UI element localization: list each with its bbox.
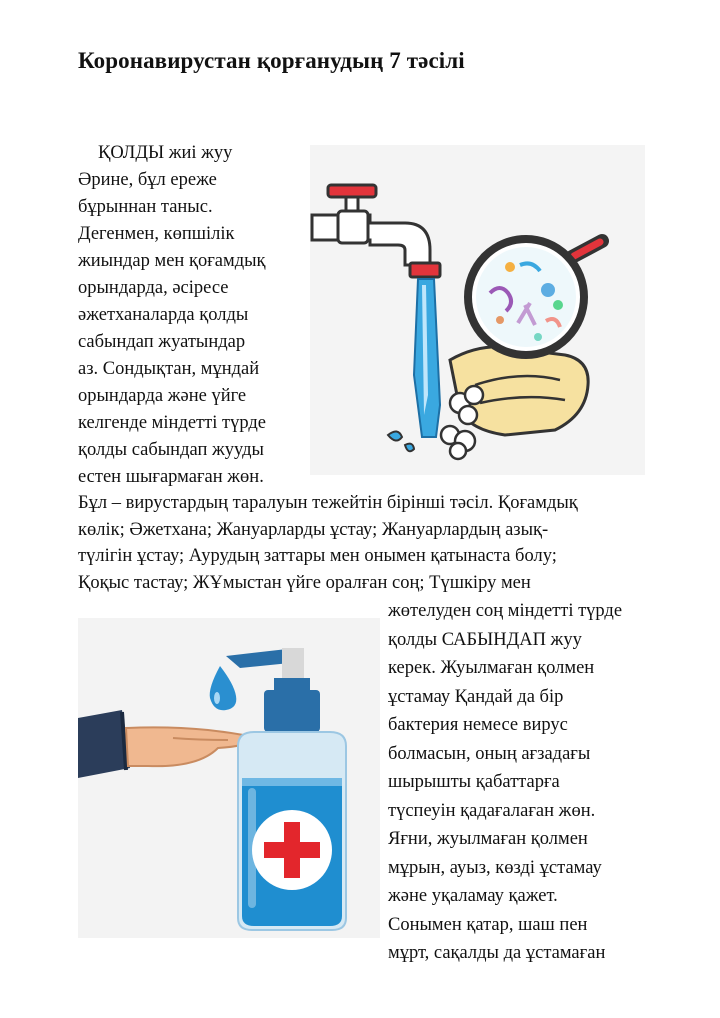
paragraph-hygiene [388,597,688,968]
text-line: қолды САБЫНДАП жуу [388,629,582,650]
faucet-spout-tip [410,263,440,277]
text-line: бактерия немесе вирус [388,715,568,735]
text-line: орындарда және үйге [78,386,247,406]
text-line: көлік; Әжетхана; Жануарларды ұстау; Жануарлардың азық- [78,519,549,540]
text-line: қолды сабындап жууды [78,440,264,460]
page-title: Коронавирустан қорғанудың 7 тәсілі [78,48,465,73]
text-line: шырышты қабаттарға [388,772,560,792]
text-line: орындарда, әсіресе [78,278,229,298]
text-line: әжетханаларда қолды [78,305,249,325]
text-line: ҚОЛДЫ жиі жуу [98,143,233,163]
text-line: Сонымен қатар, шаш пен [388,914,588,935]
text-line: мұрт, сақалды да ұстамаған [388,943,606,963]
text-line: жиындар мен қоғамдық [78,251,266,271]
liquid-drop [210,666,237,710]
handwashing-illustration [310,145,645,475]
text-line: және уқаламау қажет. [388,886,558,906]
paragraph-situations [78,490,678,596]
text-line: керек. Жуылмаған қолмен [388,658,595,678]
faucet-handle [328,185,376,197]
text-line: бұрыннан таныс. [78,197,213,217]
text-line: Әрине, бұл ереже [78,170,217,190]
text-line: түспеуін қадағалаған жөн. [388,800,596,821]
text-line: келгенде міндетті түрде [78,413,266,433]
text-line: аз. Сондықтан, мұндай [78,359,260,379]
text-line: жөтелуден соң міндетті түрде [388,601,623,621]
text-line: Қоқыс тастау; ЖҰмыстан үйге оралған соң; Түшкіру мен [78,572,531,593]
text-line: Бұл – вирустардың таралуын тежейтін бірінші тәсіл. Қоғамдық [78,493,578,513]
text-line: түлігін ұстау; Аурудың заттары мен онымен қатынаста болу; [78,546,557,566]
text-line: сабындап жуатындар [78,332,246,352]
text-line: ұстамау Қандай да бір [388,686,564,707]
text-line: Дегенмен, көпшілік [78,224,235,244]
sanitizer-illustration [78,618,380,938]
text-line: болмасын, оның ағзадағы [388,743,591,764]
text-line: мұрын, ауыз, көзді ұстамау [388,857,602,878]
text-line: естен шығармаған жөн. [78,467,264,487]
faucet-body [312,215,430,265]
open-hand [126,727,256,766]
text-line: Яғни, жуылмаған қолмен [388,829,588,849]
paragraph-handwashing [78,140,318,491]
